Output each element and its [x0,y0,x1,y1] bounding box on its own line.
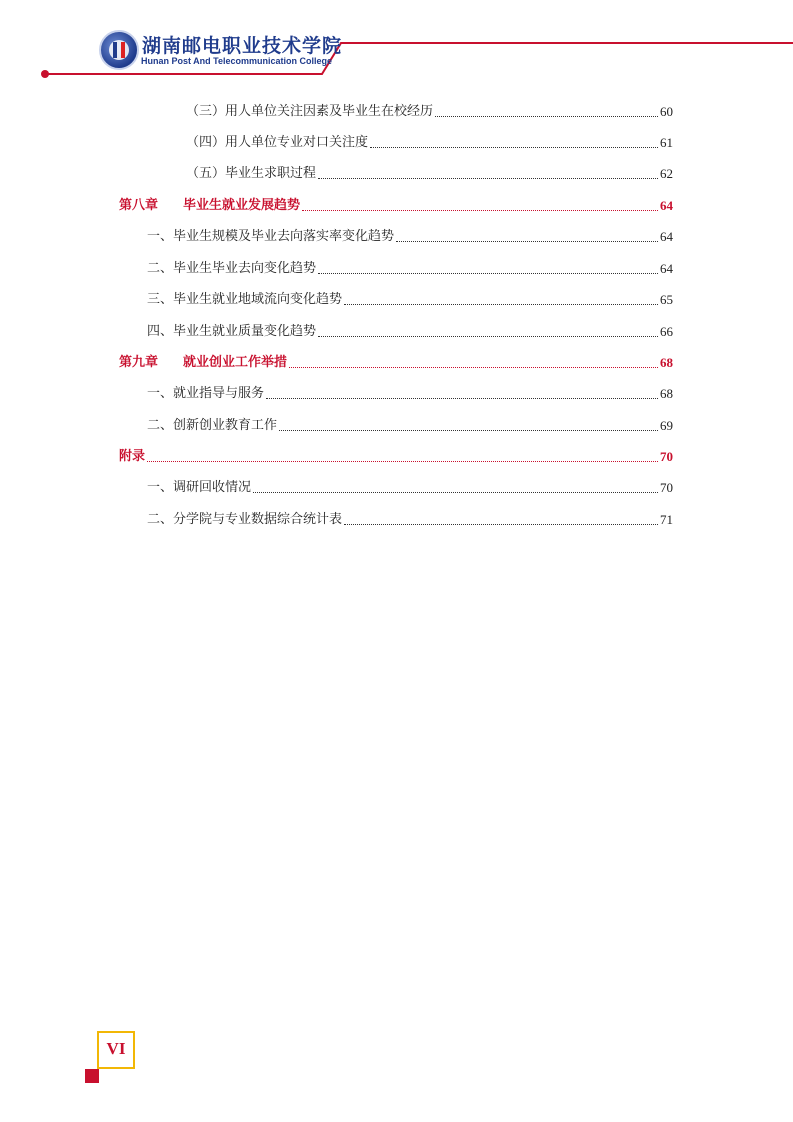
toc-entry-row[interactable] [147,324,673,340]
toc-leader-dots [344,524,658,525]
toc-entry-title: 毕业生就业发展趋势 [183,198,301,213]
toc-entry-title: 就业指导与服务 [173,386,265,401]
toc-entry-number: 一、 [147,229,174,244]
toc-leader-dots [266,398,658,399]
toc-entry-row[interactable] [147,512,673,528]
page-header [0,0,793,90]
toc-entry-number: （四） [186,135,226,150]
toc-leader-dots [344,304,658,305]
toc-entry-row[interactable] [186,104,673,120]
toc-entry-title: 就业创业工作举措 [183,355,288,370]
toc-entry-title: 毕业生就业质量变化趋势 [173,324,317,339]
toc-entry-number: （三） [186,104,226,119]
toc-page-number: 70 [660,449,673,464]
toc-entry-row[interactable] [147,418,673,434]
toc-entry-number: 三、 [147,292,174,307]
toc-page-number: 66 [660,324,673,339]
toc-leader-dots [289,367,658,368]
toc-chapter-row[interactable] [119,198,673,214]
school-name-en: Hunan Post And Telecommunication College [141,56,333,66]
toc-entry-number: 二、 [147,261,174,276]
school-logo-icon [99,30,139,70]
toc-page-number: 62 [660,166,673,181]
toc-entry-row[interactable] [147,261,673,277]
page-number: VI [106,1039,126,1058]
toc-page-number: 64 [660,229,673,244]
toc-entry-title: 创新创业教育工作 [173,418,278,433]
toc-entry-row[interactable] [147,292,673,308]
toc-entry-number: 一、 [147,386,174,401]
toc-page-number: 64 [660,261,673,276]
toc-page-number: 68 [660,386,673,401]
toc-leader-dots [396,241,658,242]
toc-leader-dots [147,461,658,462]
toc-page-number: 60 [660,104,673,119]
toc-entry-row[interactable] [147,229,673,245]
toc-entry-title: 分学院与专业数据综合统计表 [173,512,343,527]
toc-entry-title: 用人单位专业对口关注度 [225,135,369,150]
toc-leader-dots [279,430,658,431]
toc-entry-title: 毕业生就业地域流向变化趋势 [173,292,343,307]
toc-entry-title: 调研回收情况 [173,480,252,495]
toc-page-number: 70 [660,480,673,495]
toc-page-number: 61 [660,135,673,150]
toc-entry-number: 二、 [147,418,174,433]
toc-entry-row[interactable] [147,386,673,402]
toc-chapter-row[interactable] [119,355,673,371]
toc-entry-number: 四、 [147,324,174,339]
toc-entry-number: 第九章 [119,355,159,370]
toc-page-number: 69 [660,418,673,433]
toc-page-number: 65 [660,292,673,307]
toc-leader-dots [318,336,658,337]
footer-accent-square [85,1069,99,1083]
toc-leader-dots [318,178,658,179]
toc-entry-title: 毕业生规模及毕业去向落实率变化趋势 [173,229,395,244]
toc-entry-row[interactable] [147,480,673,496]
toc-entry-title: 毕业生毕业去向变化趋势 [173,261,317,276]
toc-entry-title: 毕业生求职过程 [225,166,317,181]
toc-page-number: 71 [660,512,673,527]
toc-leader-dots [318,273,658,274]
toc-entry-row[interactable] [186,135,673,151]
toc-entry-number: 二、 [147,512,174,527]
toc-entry-title: 用人单位关注因素及毕业生在校经历 [225,104,434,119]
school-name-cn: 湖南邮电职业技术学院 [142,35,343,57]
toc-leader-dots [253,492,658,493]
toc-entry-number: 一、 [147,480,174,495]
toc-entry-number: （五） [186,166,226,181]
toc-entry-number: 第八章 [119,198,159,213]
toc-leader-dots [435,116,658,117]
toc-entry-row[interactable] [186,166,673,182]
toc-page-number: 68 [660,355,673,370]
toc-entry-number: 附录 [119,449,146,464]
toc-leader-dots [302,210,658,211]
toc-chapter-row[interactable] [119,449,673,465]
toc-page-number: 64 [660,198,673,213]
toc-leader-dots [370,147,658,148]
